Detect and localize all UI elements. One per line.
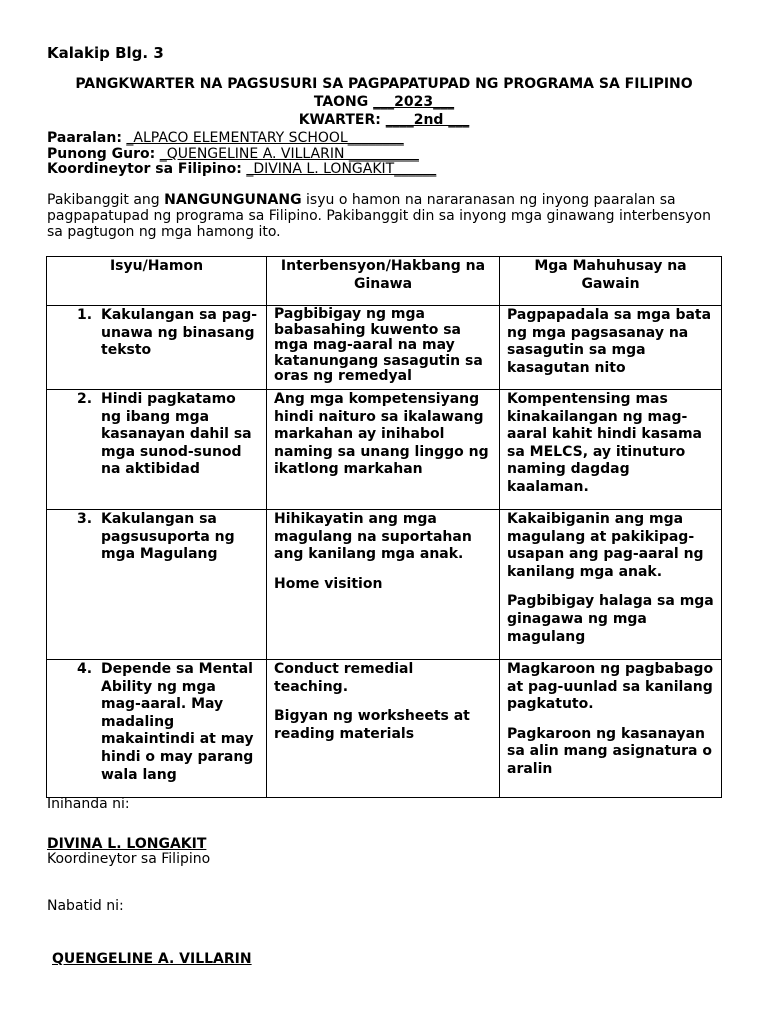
practice-cell [500,660,722,798]
school-line [47,130,404,146]
practice-text: Magkaroon ng pagbabago at pag-uunlad sa kanilang pagkatuto. [507,661,714,713]
principal-line [47,146,419,162]
intervention-text: Hihikayatin ang mga magulang na suportahan ang kanilang mga anak. [274,511,472,563]
intervention-cell [267,390,500,510]
coordinator-line [47,161,436,177]
intervention-text: Bigyan ng worksheets at reading materials [274,708,470,742]
document-title: PANGKWARTER NA PAGSUSURI SA PAGPAPATUPAD NG PROGRAMA SA FILIPINO [75,76,693,92]
table-row [47,510,722,660]
row-number: 3. [77,511,93,527]
issue-text: Kakulangan sa pagsusuporta ng mga Magulang [101,511,235,563]
principal-label: Punong Guro: [47,146,156,162]
practice-text: Pagpapadala sa mga bata ng mga pagsasanay na sasagutin sa mga kasagutan nito [507,307,712,376]
issues-table [46,256,722,798]
noted-by-label: Nabatid ni: [47,898,124,914]
intro-text-before: Pakibanggit ang [47,192,165,208]
practice-text: Kakaibiganin ang mga magulang at pakikipag-usapan ang pag-aaral ng kanilang mga anak. [507,511,704,580]
table-row [47,660,722,798]
quarter-label: KWARTER: [298,112,381,128]
practice-cell [500,390,722,510]
intervention-text: Conduct remedial teaching. [274,661,414,695]
year-label: TAONG [313,94,369,110]
school-value: _ALPACO ELEMENTARY SCHOOL________ [126,130,404,146]
header-intervention: Interbensyon/Hakbang na Ginawa [267,257,500,306]
instruction-paragraph [47,192,727,240]
practice-text: Kompentensing mas kinakailangan ng mag-aaral kahit hindi kasama sa MELCS, ay itinuturo naming dagdag kaalaman. [507,391,703,495]
noted-by-name: QUENGELINE A. VILLARIN [52,951,252,967]
intervention-cell [267,510,500,660]
intervention-text: Ang mga kompetensiyang hindi naituro sa ikalawang markahan ay inihabol naming sa unang linggo ng ikatlong markahan [274,391,489,478]
year-value: ___2023___ [373,94,455,110]
quarter-value: ____2nd ___ [385,112,470,128]
intervention-cell [267,306,500,390]
row-number: 1. [77,307,93,323]
practice-cell [500,306,722,390]
issue-cell [47,660,267,798]
table-header-row [47,257,722,306]
issue-cell [47,390,267,510]
table-row [47,306,722,390]
intervention-text: Pagbibigay ng mga babasahing kuwento sa mga mag-aaral na may katanungang sasagutin sa oras ng remedyal [274,306,483,384]
intro-text-after: isyu o hamon na nararanasan ng inyong paaralan sa pagpapatupad ng programa sa Filipino. Pakibanggit din sa inyong mga ginawang interbensyon sa pagtugon ng mga hamong ito. [47,192,711,240]
practice-text: Pagbibigay halaga sa mga ginagawa ng mga magulang [507,593,714,645]
header-practice: Mga Mahuhusay na Gawain [500,257,722,306]
prepared-by-name: DIVINA L. LONGAKIT [47,836,207,852]
issue-cell [47,510,267,660]
principal-value: _QUENGELINE A. VILLARIN __________ [159,146,419,162]
issue-cell [47,306,267,390]
issue-text: Kakulangan sa pag-unawa ng binasang teksto [101,307,258,359]
attachment-label: Kalakip Blg. 3 [47,44,164,62]
table-row [47,390,722,510]
prepared-by-label: Inihanda ni: [47,796,130,812]
row-number: 2. [77,391,93,407]
coordinator-value: _DIVINA L. LONGAKIT______ [246,161,437,177]
issue-text: Depende sa Mental Ability ng mga mag-aaral. May madaling makaintindi at may hindi o may parang wala lang [101,661,254,783]
intervention-cell [267,660,500,798]
intervention-text: Home visition [274,575,383,592]
coordinator-label: Koordineytor sa Filipino: [47,161,242,177]
prepared-by-role: Koordineytor sa Filipino [47,851,211,867]
quarter-line [0,112,768,128]
issue-text: Hindi pagkatamo ng ibang mga kasanayan dahil sa mga sunod-sunod na aktibidad [101,391,252,478]
practice-cell [500,510,722,660]
practice-text: Pagkaroon ng kasanayan sa alin mang asignatura o aralin [507,725,712,777]
intro-emphasis: NANGUNGUNANG [164,192,302,208]
year-line [0,94,768,110]
school-label: Paaralan: [47,130,122,146]
header-issue: Isyu/Hamon [47,257,267,306]
row-number: 4. [77,661,93,677]
